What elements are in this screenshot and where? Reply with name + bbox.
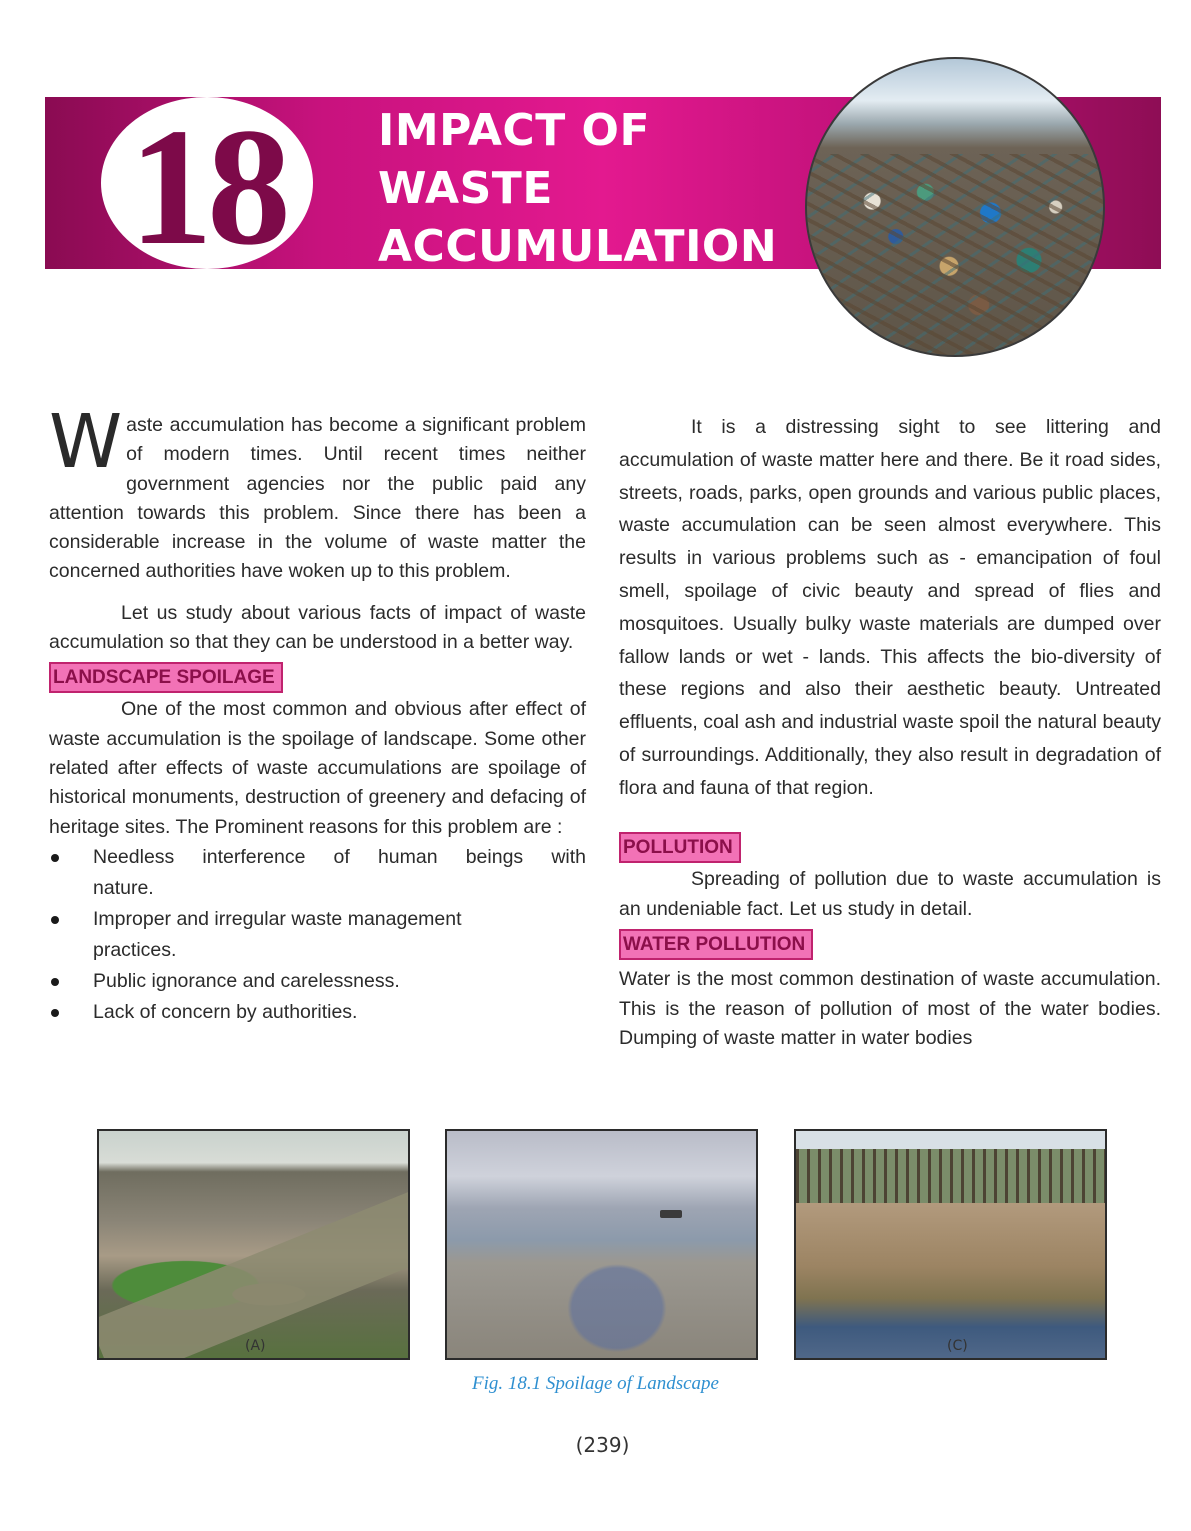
heading-pollution: POLLUTION [619,832,741,863]
pollution-paragraph: Spreading of pollution due to waste accumulation is an undeniable fact. Let us study in detail. [619,868,1161,920]
photo-littered-beach [445,1129,758,1360]
landscape-paragraph: One of the most common and obvious after effect of waste accumulation is the spoilage of landscape. Some other related after effects of waste accumulations are spoilage of historical monuments, destruction of greenery and defacing of heritage sites. The Prominent reasons for this problem are : [49,698,586,838]
heading-landscape-spoilage: LANDSCAPE SPOILAGE [49,662,283,693]
hero-image-waste-shore [805,57,1105,357]
chapter-number: 18 [129,94,285,280]
list-item: Improper and irregular waste management practices. [49,904,586,966]
list-item: Public ignorance and carelessness. [49,966,586,997]
photo-polluted-stream [97,1129,410,1360]
intro-paragraph [49,399,586,587]
chapter-title-line-2: WASTE [378,163,553,214]
page-number: (239) [575,1433,630,1457]
reasons-list [49,842,586,1028]
photo-deforested-land [794,1129,1107,1360]
list-item: Needless interference of human beings with nature. [49,842,586,904]
figure-caption: Fig. 18.1 Spoilage of Landscape [472,1373,719,1394]
intro-text: aste accumulation has become a significant problem of modern times. Until recent times neither government agencies nor the public paid any attention towards this problem. Since there has been a considerable increase in the volume of waste matter the concerned authorities have woken up to this problem. [49,414,586,583]
right-column [619,411,1161,1054]
left-column [49,399,586,1028]
study-paragraph: Let us study about various facts of impact of waste accumulation so that they can be understood in a better way. [49,601,586,654]
chapter-title-line-3: ACCUMULATION [378,221,778,272]
list-item: Lack of concern by authorities. [49,997,586,1028]
distressing-paragraph: It is a distressing sight to see littering and accumulation of waste matter here and there. Be it road sides, streets, roads, parks, open grounds and various public places, waste accumulation can be seen almost everywhere. This results in various problems such as - emancipation of foul smell, spoilage of civic beauty and spread of flies and mosquitoes. Usually bulky waste materials are dumped over fallow lands or wet - lands. This affects the bio-diversity of these regions and also their aesthetic beauty. Untreated effluents, coal ash and industrial waste spoil the natural beauty of surroundings. Additionally, they also result in degradation of flora and fauna of that region. [619,416,1161,799]
water-pollution-paragraph: Water is the most common destination of waste accumulation. This is the reason of pollution of most of the water bodies. Dumping of waste matter in water bodies [619,968,1161,1050]
chapter-title [378,102,798,276]
chapter-title-line-1: IMPACT OF [378,105,651,156]
photo-label-a: (A) [245,1338,266,1354]
heading-water-pollution: WATER POLLUTION [619,929,813,960]
photo-label-c: (C) [947,1338,968,1354]
drop-cap: W [49,399,123,485]
